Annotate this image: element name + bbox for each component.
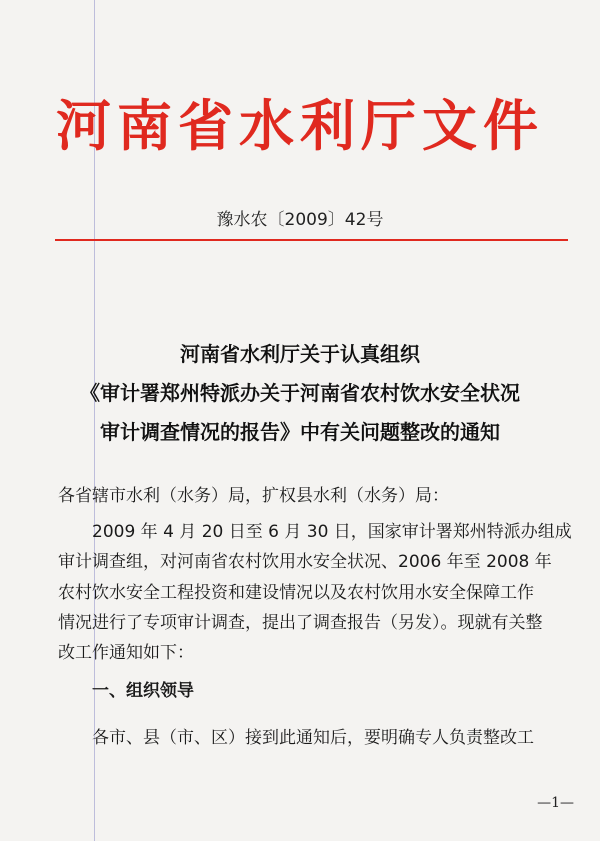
paragraph-line: 2009 年 4 月 20 日至 6 月 30 日，国家审计署郑州特派办组成 bbox=[92, 522, 572, 543]
notice-title-line: 审计调查情况的报告》中有关问题整改的通知 bbox=[100, 420, 500, 444]
page-number: —1— bbox=[537, 795, 574, 811]
notice-title-line: 《审计署郑州特派办关于河南省农村饮水安全状况 bbox=[80, 381, 520, 405]
header-red-rule bbox=[55, 239, 568, 241]
section-heading: 一、组织领导 bbox=[92, 681, 194, 702]
notice-title bbox=[0, 335, 600, 452]
salutation: 各省辖市水利（水务）局，扩权县水利（水务）局： bbox=[58, 486, 449, 506]
paragraph-1 bbox=[58, 517, 578, 668]
document-body bbox=[58, 481, 578, 754]
paragraph-line: 审计调查组，对河南省农村饮用水安全状况、2006 年至 2008 年 bbox=[58, 552, 552, 573]
paragraph-line: 各市、县（市、区）接到此通知后，要明确专人负责整改工 bbox=[92, 728, 534, 749]
paragraph-line: 改工作通知如下： bbox=[58, 643, 194, 664]
paragraph-line: 情况进行了专项审计调查，提出了调查报告（另发）。现就有关整 bbox=[58, 612, 543, 633]
document-header-title: 河南省水利厅文件 bbox=[55, 93, 544, 158]
notice-title-line: 河南省水利厅关于认真组织 bbox=[180, 342, 420, 366]
document-number: 豫水农〔2009〕42号 bbox=[216, 210, 384, 230]
paragraph-line: 农村饮水安全工程投资和建设情况以及农村饮用水安全保障工作 bbox=[58, 582, 534, 603]
